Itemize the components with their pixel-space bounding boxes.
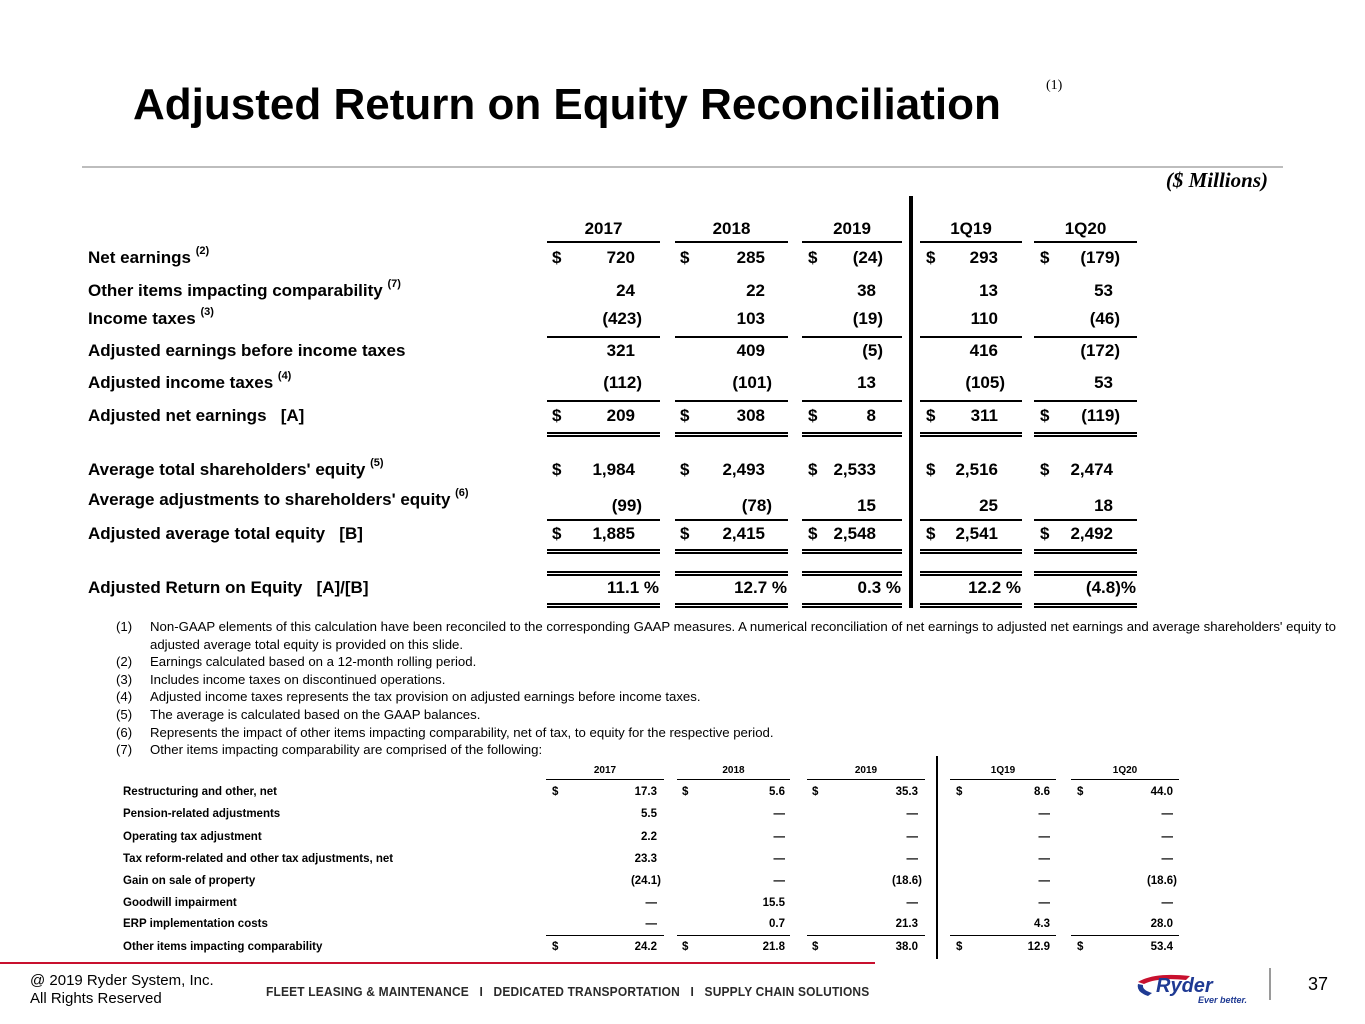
cell-value: 416 xyxy=(969,341,998,360)
dollar-sign: $ xyxy=(552,248,562,267)
cell-value: 0.3 % xyxy=(857,578,901,597)
footnote xyxy=(116,618,1336,653)
svg-text:Ever better.: Ever better. xyxy=(1198,995,1248,1005)
cell-value: 38 xyxy=(857,281,876,300)
cell-value: 293 xyxy=(969,248,998,267)
cell-value: — xyxy=(1038,853,1050,865)
cell-value: (99) xyxy=(611,496,642,515)
column-header: 1Q19 xyxy=(990,765,1016,776)
cell-value: — xyxy=(773,808,785,820)
dollar-sign: $ xyxy=(682,941,689,953)
total-double-rule xyxy=(802,432,902,437)
column-header: 1Q20 xyxy=(1064,219,1107,238)
subtotal-rule xyxy=(547,519,660,521)
cell-value: 18 xyxy=(1094,496,1113,515)
cell-value: — xyxy=(645,897,657,909)
subtotal-rule xyxy=(1034,400,1137,402)
cell-value: 53.4 xyxy=(1150,941,1173,953)
cell-value: 409 xyxy=(736,341,765,360)
cell-value: 13 xyxy=(979,281,998,300)
footnotes xyxy=(116,618,1336,759)
cell-value: 2,541 xyxy=(955,524,998,543)
cell-value: (4.8)% xyxy=(1085,578,1136,597)
column-header: 2019 xyxy=(833,219,871,238)
cell-value: (5) xyxy=(862,341,883,360)
dollar-sign: $ xyxy=(680,460,690,479)
cell-value: 24.2 xyxy=(634,941,657,953)
subtotal-rule xyxy=(677,935,790,936)
header-underline xyxy=(1034,241,1137,243)
cell-value: 44.0 xyxy=(1150,786,1173,798)
total-double-rule xyxy=(1034,432,1137,437)
cell-value: 5.5 xyxy=(641,808,657,820)
row-label xyxy=(88,524,363,544)
cell-value: (172) xyxy=(1080,341,1120,360)
dollar-sign: $ xyxy=(552,524,562,543)
total-double-rule xyxy=(920,571,1022,576)
dollar-sign: $ xyxy=(956,941,963,953)
cell-value: (19) xyxy=(852,309,883,328)
copyright-line: All Rights Reserved xyxy=(30,990,162,1007)
cell-value: 103 xyxy=(736,309,765,328)
footnote xyxy=(116,741,1336,759)
cell-value: (119) xyxy=(1081,406,1120,425)
dollar-sign: $ xyxy=(956,786,963,798)
cell-value: 11.1 % xyxy=(607,578,659,597)
cell-value: (18.6) xyxy=(891,875,922,887)
cell-value: — xyxy=(906,831,918,843)
copyright-line: @ 2019 Ryder System, Inc. xyxy=(30,972,214,989)
total-double-rule xyxy=(1034,571,1137,576)
cell-value: 28.0 xyxy=(1150,918,1173,930)
total-double-rule xyxy=(675,603,788,608)
dollar-sign: $ xyxy=(1040,406,1050,425)
subtotal-rule xyxy=(802,519,902,521)
cell-value: 2,474 xyxy=(1070,460,1113,479)
footer-rule xyxy=(0,962,875,964)
dollar-sign: $ xyxy=(926,460,936,479)
row-label-text: Adjusted earnings before income taxes xyxy=(88,341,406,360)
header-underline xyxy=(802,241,902,243)
total-double-rule xyxy=(547,432,660,437)
cell-value: 720 xyxy=(606,248,635,267)
row-footnote-ref: (4) xyxy=(277,370,292,382)
cell-value: — xyxy=(1038,808,1050,820)
cell-value: (105) xyxy=(965,373,1005,392)
dollar-sign: $ xyxy=(1077,786,1084,798)
dollar-sign: $ xyxy=(680,248,690,267)
cell-value: 35.3 xyxy=(895,786,918,798)
cell-value: — xyxy=(906,808,918,820)
header-underline xyxy=(677,779,790,780)
dollar-sign: $ xyxy=(680,524,690,543)
total-double-rule xyxy=(547,603,660,608)
header-underline xyxy=(1071,779,1179,780)
cell-value: — xyxy=(1161,853,1173,865)
sub-period-separator xyxy=(936,756,938,959)
cell-value: 21.8 xyxy=(762,941,785,953)
cell-value: 53 xyxy=(1094,281,1113,300)
header-underline xyxy=(920,241,1022,243)
subtotal-rule xyxy=(675,519,788,521)
total-double-rule xyxy=(920,432,1022,437)
footnote xyxy=(116,653,1336,671)
total-double-rule xyxy=(802,603,902,608)
cell-value: — xyxy=(906,853,918,865)
row-label xyxy=(88,370,292,393)
total-double-rule xyxy=(547,549,660,554)
row-label: Other items impacting comparability xyxy=(123,941,323,953)
dollar-sign: $ xyxy=(808,406,818,425)
footnote-number: (3) xyxy=(116,671,133,687)
row-label xyxy=(88,578,368,598)
subtotal-rule xyxy=(1034,336,1137,338)
title-footnote-ref: (1) xyxy=(1046,78,1063,93)
subtotal-rule xyxy=(546,935,664,936)
business-tagline: FLEET LEASING & MAINTENANCE I DEDICATED TRANSPORTATION I SUPPLY CHAIN SOLUTIONS xyxy=(266,984,870,999)
dollar-sign: $ xyxy=(680,406,690,425)
cell-value: 2.2 xyxy=(641,831,657,843)
page-title: Adjusted Return on Equity Reconciliation xyxy=(133,80,1001,129)
cell-value: 8 xyxy=(866,406,876,425)
dollar-sign: $ xyxy=(926,524,936,543)
footnote xyxy=(116,688,1336,706)
dollar-sign: $ xyxy=(926,248,936,267)
dollar-sign: $ xyxy=(812,786,819,798)
column-header: 2017 xyxy=(584,219,623,238)
row-label: Operating tax adjustment xyxy=(123,831,262,843)
footnote-number: (5) xyxy=(116,706,133,722)
row-label-text: Average adjustments to shareholders' equity xyxy=(88,490,451,509)
total-double-rule xyxy=(675,549,788,554)
cell-value: 0.7 xyxy=(769,918,785,930)
cell-value: 2,492 xyxy=(1070,524,1113,543)
cell-value: 23.3 xyxy=(634,853,657,865)
dollar-sign: $ xyxy=(808,460,818,479)
header-underline xyxy=(547,241,660,243)
row-label-text: Adjusted net earnings [A] xyxy=(88,406,305,425)
row-label xyxy=(88,487,469,510)
cell-value: — xyxy=(1161,831,1173,843)
row-label: Tax reform-related and other tax adjustments, net xyxy=(123,853,394,865)
dollar-sign: $ xyxy=(1040,524,1050,543)
dollar-sign: $ xyxy=(812,941,819,953)
dollar-sign: $ xyxy=(808,524,818,543)
column-header: 2018 xyxy=(712,219,751,238)
dollar-sign: $ xyxy=(552,406,562,425)
dollar-sign: $ xyxy=(808,248,818,267)
subtotal-rule xyxy=(920,336,1022,338)
dollar-sign: $ xyxy=(682,786,689,798)
row-label xyxy=(88,341,405,361)
footnote xyxy=(116,671,1336,689)
footnote-text: The average is calculated based on the GAAP balances. xyxy=(150,706,481,722)
cell-value: 1,984 xyxy=(592,460,635,479)
page-number: 37 xyxy=(1308,974,1329,994)
cell-value: (179) xyxy=(1080,248,1120,267)
dollar-sign: $ xyxy=(552,786,559,798)
footnote-number: (1) xyxy=(116,619,133,634)
subtotal-rule xyxy=(547,336,660,338)
row-label-text: Income taxes xyxy=(88,309,196,328)
cell-value: 12.2 % xyxy=(968,578,1021,597)
cell-value: (78) xyxy=(741,496,772,515)
ryder-logo xyxy=(1134,970,1249,1006)
cell-value: 308 xyxy=(736,406,765,425)
row-footnote-ref: (7) xyxy=(387,278,401,290)
row-label-text: Adjusted Return on Equity [A]/[B] xyxy=(88,578,369,597)
subtotal-rule xyxy=(802,336,902,338)
period-separator xyxy=(909,196,913,608)
cell-value: 2,533 xyxy=(833,460,876,479)
footnote-text: Other items impacting comparability are comprised of the following: xyxy=(150,742,543,758)
cell-value: 209 xyxy=(606,406,635,425)
cell-value: (101) xyxy=(732,373,772,392)
cell-value: — xyxy=(773,831,785,843)
dollar-sign: $ xyxy=(1040,248,1050,267)
cell-value: — xyxy=(773,875,785,887)
title-divider xyxy=(82,166,1283,168)
footnote xyxy=(116,706,1336,724)
dollar-sign: $ xyxy=(926,406,936,425)
footer-separator xyxy=(1269,968,1271,1000)
column-header: 2019 xyxy=(854,765,878,776)
footnote-text: Non-GAAP elements of this calculation have been reconciled to the corresponding GAAP measures. A numerical reconciliation of net earnings to adjusted net earnings and average shareholders' equity to adjusted average total equity is provided on this slide. xyxy=(150,619,1336,652)
dollar-sign: $ xyxy=(1077,941,1084,953)
row-label-text: Average total shareholders' equity xyxy=(88,460,366,479)
cell-value: 21.3 xyxy=(895,918,918,930)
cell-value: — xyxy=(773,853,785,865)
row-label xyxy=(88,278,401,301)
total-double-rule xyxy=(920,549,1022,554)
header-underline xyxy=(807,779,925,780)
row-label: ERP implementation costs xyxy=(123,918,268,930)
cell-value: 12.9 xyxy=(1027,941,1050,953)
row-label: Pension-related adjustments xyxy=(123,808,281,820)
cell-value: 13 xyxy=(857,373,876,392)
row-label-text: Adjusted average total equity [B] xyxy=(88,524,363,543)
total-double-rule xyxy=(675,432,788,437)
units-label: ($ Millions) xyxy=(1165,168,1268,192)
footnote-text: Adjusted income taxes represents the tax provision on adjusted earnings before income taxes. xyxy=(150,689,701,705)
cell-value: 53 xyxy=(1094,373,1113,392)
row-label-text: Net earnings xyxy=(88,248,191,267)
row-footnote-ref: (3) xyxy=(200,306,214,318)
total-double-rule xyxy=(547,571,660,576)
total-double-rule xyxy=(1034,603,1137,608)
dollar-sign: $ xyxy=(552,941,559,953)
cell-value: 110 xyxy=(970,309,998,328)
cell-value: 5.6 xyxy=(769,786,785,798)
header-underline xyxy=(675,241,788,243)
cell-value: — xyxy=(645,918,657,930)
total-double-rule xyxy=(920,603,1022,608)
cell-value: 2,516 xyxy=(955,460,998,479)
cell-value: 2,493 xyxy=(722,460,765,479)
cell-value: 8.6 xyxy=(1034,786,1050,798)
cell-value: 2,415 xyxy=(722,524,765,543)
column-header: 1Q20 xyxy=(1112,765,1138,776)
row-label: Restructuring and other, net xyxy=(123,786,277,798)
cell-value: (24) xyxy=(852,248,883,267)
footnote-number: (7) xyxy=(116,742,133,758)
subtotal-rule xyxy=(1034,519,1137,521)
cell-value: 25 xyxy=(979,496,998,515)
header-underline xyxy=(546,779,664,780)
cell-value: 15.5 xyxy=(762,897,785,909)
column-header: 2018 xyxy=(722,765,745,776)
dollar-sign: $ xyxy=(1040,460,1050,479)
cell-value: 2,548 xyxy=(833,524,876,543)
cell-value: 17.3 xyxy=(634,786,657,798)
cell-value: 311 xyxy=(970,406,998,425)
row-label-text: Adjusted income taxes xyxy=(88,373,274,392)
footnote-number: (4) xyxy=(116,689,133,705)
subtotal-rule xyxy=(1071,935,1179,936)
cell-value: — xyxy=(906,897,918,909)
total-double-rule xyxy=(1034,549,1137,554)
subtotal-rule xyxy=(950,935,1056,936)
subtotal-rule xyxy=(802,400,902,402)
svg-text:Ryder: Ryder xyxy=(1156,975,1213,997)
row-label: Goodwill impairment xyxy=(123,897,237,909)
total-double-rule xyxy=(802,549,902,554)
copyright xyxy=(30,972,214,1008)
footnote-text: Includes income taxes on discontinued operations. xyxy=(150,671,446,687)
dollar-sign: $ xyxy=(552,460,562,479)
footnote-text: Earnings calculated based on a 12-month rolling period. xyxy=(150,654,477,670)
cell-value: 285 xyxy=(736,248,765,267)
cell-value: 321 xyxy=(606,341,635,360)
row-footnote-ref: (5) xyxy=(370,457,384,469)
header-underline xyxy=(950,779,1056,780)
cell-value: (24.1) xyxy=(630,875,661,887)
total-double-rule xyxy=(802,571,902,576)
footnote-text: Represents the impact of other items impacting comparability, net of tax, to equity for the respective period. xyxy=(150,724,774,740)
cell-value: 1,885 xyxy=(592,524,635,543)
column-header: 2017 xyxy=(593,765,617,776)
cell-value: 24 xyxy=(616,281,635,300)
cell-value: 22 xyxy=(746,281,765,300)
footnote-number: (2) xyxy=(116,654,133,670)
subtotal-rule xyxy=(675,400,788,402)
cell-value: (46) xyxy=(1089,309,1120,328)
footnote-number: (6) xyxy=(116,724,133,740)
subtotal-rule xyxy=(675,336,788,338)
cell-value: 12.7 % xyxy=(734,578,787,597)
row-label xyxy=(88,406,304,426)
row-label: Gain on sale of property xyxy=(123,875,256,887)
subtotal-rule xyxy=(547,400,660,402)
row-footnote-ref: (2) xyxy=(195,245,210,257)
row-label-text: Other items impacting comparability xyxy=(88,281,383,300)
subtotal-rule xyxy=(807,935,925,936)
footnote xyxy=(116,724,1336,742)
column-header: 1Q19 xyxy=(950,219,992,238)
cell-value: — xyxy=(1038,897,1050,909)
cell-value: (18.6) xyxy=(1146,875,1177,887)
subtotal-rule xyxy=(920,519,1022,521)
cell-value: 38.0 xyxy=(895,941,918,953)
cell-value: — xyxy=(1038,875,1050,887)
cell-value: (423) xyxy=(602,309,642,328)
cell-value: 15 xyxy=(857,496,876,515)
subtotal-rule xyxy=(920,400,1022,402)
cell-value: — xyxy=(1161,897,1173,909)
row-label xyxy=(88,245,210,268)
cell-value: — xyxy=(1161,808,1173,820)
cell-value: 4.3 xyxy=(1034,918,1050,930)
total-double-rule xyxy=(675,571,788,576)
row-label xyxy=(88,306,214,329)
cell-value: (112) xyxy=(603,373,642,392)
cell-value: — xyxy=(1038,831,1050,843)
row-footnote-ref: (6) xyxy=(455,487,469,499)
row-label xyxy=(88,457,384,480)
